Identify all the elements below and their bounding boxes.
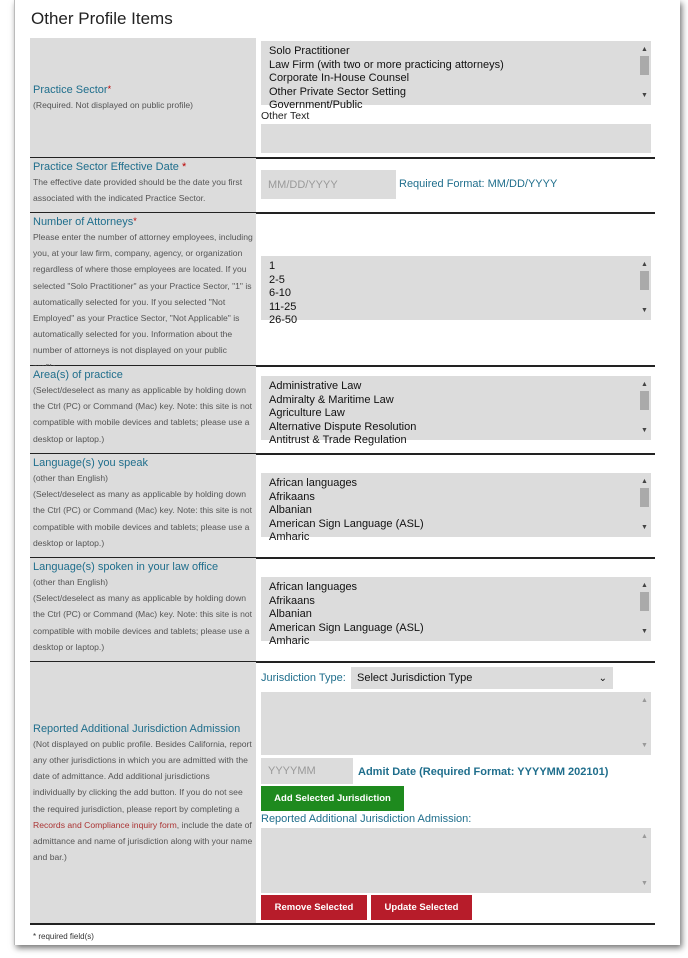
- admit-date-label: Admit Date (Required Format: YYYYMM 202101): [358, 766, 609, 778]
- reported-jurisdiction-label: Reported Additional Jurisdiction Admission:: [261, 813, 472, 825]
- scrollbar[interactable]: [638, 41, 651, 105]
- jurisdiction-desc-text: (Not displayed on public profile. Besides California, report any other jurisdictions in which you are admitted with the date of admittance. Add additional jurisdictions individually by clicking the add button. If you do not see the required jurisdiction, please report by completing a: [33, 738, 252, 814]
- office-languages-label: Language(s) spoken in your law office: [33, 561, 219, 573]
- required-star: *: [107, 84, 112, 95]
- languages-sub: (other than English): [33, 473, 108, 483]
- practice-sector-label: Practice Sector: [33, 84, 108, 97]
- list-option[interactable]: American Sign Language (ASL): [269, 621, 424, 634]
- scroll-up-icon[interactable]: ▲: [641, 697, 648, 704]
- jurisdiction-label: Reported Additional Jurisdiction Admission: [33, 722, 241, 735]
- other-text-label: Other Text: [261, 110, 310, 122]
- scrollbar[interactable]: [638, 473, 651, 537]
- jurisdiction-desc-text-2: , include the date of admittance and name of jurisdiction along with your name and bar.): [33, 819, 253, 863]
- practice-sector-row: [30, 38, 655, 159]
- list-option[interactable]: Agriculture Law: [269, 407, 345, 420]
- list-option[interactable]: American Sign Language (ASL): [269, 517, 424, 530]
- other-text-input[interactable]: [261, 124, 651, 153]
- scrollbar[interactable]: [638, 256, 651, 320]
- jurisdiction-type-select[interactable]: [351, 667, 613, 689]
- remove-selected-button[interactable]: Remove Selected: [261, 895, 367, 920]
- num-attorneys-label: Number of Attorneys: [33, 216, 134, 228]
- scroll-up-icon[interactable]: ▲: [641, 46, 648, 53]
- languages-row: [30, 454, 655, 559]
- scroll-up-icon[interactable]: ▲: [641, 833, 648, 840]
- languages-desc: (Select/deselect as many as applicable by holding down the Ctrl (PC) or Command (Mac) key. Note: this site is not compatible with mobile devices and tablets; please use a desktop or laptop.): [33, 489, 253, 548]
- list-option[interactable]: Solo Practitioner: [269, 45, 350, 57]
- areas-label-cell: [30, 366, 256, 453]
- list-option[interactable]: Law Firm (with two or more practicing attorneys): [269, 58, 504, 71]
- areas-listbox[interactable]: [261, 376, 651, 447]
- practice-sector-label-cell: [30, 38, 256, 157]
- scroll-down-icon[interactable]: ▼: [641, 427, 648, 435]
- list-option[interactable]: Alternative Dispute Resolution: [269, 420, 417, 433]
- chevron-down-icon: ⌄: [598, 672, 607, 684]
- list-option[interactable]: 1: [269, 260, 276, 272]
- effective-date-format-hint: Required Format: MM/DD/YYYY: [399, 178, 558, 190]
- required-fields-note: * required field(s): [33, 932, 94, 941]
- scroll-thumb[interactable]: [640, 271, 649, 290]
- jurisdiction-desc: [33, 736, 254, 866]
- scroll-down-icon[interactable]: ▼: [641, 524, 648, 532]
- jurisdiction-select-listbox[interactable]: [261, 692, 651, 755]
- list-option[interactable]: Administrative Law: [269, 380, 362, 392]
- list-option[interactable]: Afrikaans: [269, 594, 315, 607]
- list-option[interactable]: Other Private Sector Setting: [269, 85, 406, 98]
- jurisdiction-row: [30, 662, 655, 925]
- list-option[interactable]: Antitrust & Trade Regulation: [269, 434, 407, 447]
- scrollbar[interactable]: [638, 828, 651, 893]
- practice-sector-listbox[interactable]: [261, 41, 651, 112]
- scroll-down-icon[interactable]: ▼: [641, 742, 648, 750]
- jurisdiction-label-cell: [30, 662, 256, 923]
- office-languages-row: [30, 558, 655, 663]
- scroll-up-icon[interactable]: ▲: [641, 261, 648, 268]
- list-option[interactable]: Albanian: [269, 504, 312, 517]
- page-title: Other Profile Items: [31, 9, 173, 28]
- list-option[interactable]: Admiralty & Maritime Law: [269, 393, 394, 406]
- office-languages-label-cell: [30, 558, 256, 661]
- list-option[interactable]: 6-10: [269, 287, 292, 300]
- scroll-thumb[interactable]: [640, 56, 649, 75]
- add-jurisdiction-button[interactable]: Add Selected Jurisdiction: [261, 786, 404, 811]
- num-attorneys-label-cell: [30, 213, 256, 365]
- languages-label: Language(s) you speak: [33, 457, 148, 469]
- office-languages-desc: (Select/deselect as many as applicable by holding down the Ctrl (PC) or Command (Mac) key. Note: this site is not compatible with mobile devices and tablets; please use a desktop or laptop.): [33, 593, 253, 652]
- areas-label: Area(s) of practice: [33, 369, 123, 381]
- jurisdiction-type-label: Jurisdiction Type:: [261, 672, 346, 684]
- areas-desc: (Select/deselect as many as applicable by holding down the Ctrl (PC) or Command (Mac) key. Note: this site is not compatible with mobile devices and tablets; please use a desktop or laptop.): [33, 385, 253, 444]
- scroll-thumb[interactable]: [640, 592, 649, 611]
- effective-date-desc: The effective date provided should be the date you first associated with the indicated Practice Sector.: [33, 177, 243, 204]
- list-option[interactable]: Corporate In-House Counsel: [269, 72, 410, 85]
- update-selected-button[interactable]: Update Selected: [371, 895, 472, 920]
- num-attorneys-listbox[interactable]: [261, 256, 651, 327]
- languages-label-cell: [30, 454, 256, 557]
- admit-date-input[interactable]: YYYYMM: [261, 758, 353, 784]
- list-option[interactable]: 26-50: [269, 314, 298, 327]
- scroll-up-icon[interactable]: ▲: [641, 478, 648, 485]
- list-option[interactable]: 11-25: [269, 300, 297, 313]
- list-option[interactable]: Amharic: [269, 635, 310, 648]
- languages-listbox[interactable]: [261, 473, 651, 544]
- effective-date-input[interactable]: MM/DD/YYYY: [261, 170, 396, 199]
- scroll-down-icon[interactable]: ▼: [641, 628, 648, 636]
- effective-date-label-cell: [30, 158, 256, 212]
- scroll-thumb[interactable]: [640, 391, 649, 410]
- scroll-up-icon[interactable]: ▲: [641, 582, 648, 589]
- areas-row: [30, 366, 655, 455]
- num-attorneys-desc: Please enter the number of attorney employees, including you, at your law firm, company, agency, or organization regardless of where those employees are located. If you selected "Solo Practitioner" as your Practice Sector, "1" is automatically selected for you. If you selected "Not Employed" as your Practice Sector, "Not Applicable" is automatically selected for you. Information about the number of attorneys is not displayed on your public: [33, 232, 253, 356]
- scroll-up-icon[interactable]: ▲: [641, 381, 648, 388]
- scroll-down-icon[interactable]: ▼: [641, 880, 648, 888]
- scrollbar[interactable]: [638, 577, 651, 641]
- list-option[interactable]: Amharic: [269, 531, 310, 544]
- list-option[interactable]: Afrikaans: [269, 490, 315, 503]
- list-option[interactable]: 2-5: [269, 273, 285, 286]
- list-option[interactable]: African languages: [269, 477, 358, 489]
- list-option[interactable]: African languages: [269, 581, 358, 593]
- jurisdiction-type-value: Select Jurisdiction Type: [357, 672, 473, 684]
- scroll-thumb[interactable]: [640, 488, 649, 507]
- practice-sector-desc: (Required. Not displayed on public profile): [33, 100, 194, 111]
- scroll-down-icon[interactable]: ▼: [641, 307, 648, 315]
- effective-date-row: [30, 158, 655, 214]
- list-option[interactable]: Government/Public: [269, 99, 363, 112]
- scrollbar[interactable]: [638, 376, 651, 440]
- reported-jurisdiction-listbox[interactable]: [261, 828, 651, 893]
- office-languages-sub: (other than English): [33, 577, 108, 587]
- required-star: *: [133, 216, 137, 226]
- scrollbar[interactable]: [638, 692, 651, 755]
- office-languages-listbox[interactable]: [261, 577, 651, 648]
- effective-date-label: Practice Sector Effective Date: [33, 161, 179, 173]
- list-option[interactable]: Albanian: [269, 608, 312, 621]
- required-star: *: [181, 161, 187, 173]
- num-attorneys-row: [30, 213, 655, 367]
- records-compliance-link[interactable]: Records and Compliance inquiry form: [33, 819, 177, 830]
- scroll-down-icon[interactable]: ▼: [641, 92, 648, 100]
